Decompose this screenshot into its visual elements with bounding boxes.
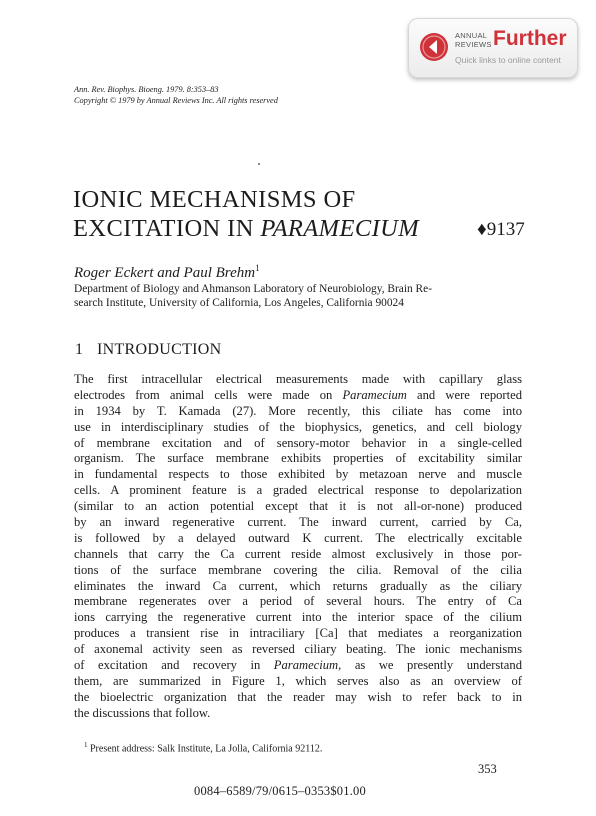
footnote-mark: 1 [84, 741, 88, 749]
body-line: cells. A prominent feature is a graded electrical response to depolarization [74, 483, 522, 498]
body-line: (similar to an action potential except that it is not all-or-none) produced [74, 499, 522, 514]
section-heading [75, 341, 221, 359]
body-line: of axonemal activity seen as reversed ciliary beating. The ionic mechanisms [74, 642, 522, 657]
body-line: in 1934 by T. Kamada (27). More recently, this ciliate has come into [74, 403, 522, 418]
body-line: them, are summarized in Figure 1, which serves also as an overview of [74, 673, 522, 688]
further-arrow-icon [419, 32, 449, 62]
body-line: membrane regenerates over a period of several hours. The entry of Ca [74, 594, 522, 609]
copyright-line: Copyright © 1979 by Annual Reviews Inc. All rights reserved [74, 96, 278, 105]
body-line: in fundamental respects to those exhibited by metazoan nerve and muscle [74, 467, 522, 482]
body-line: is followed by a delayed outward K current. The electrically excitable [74, 530, 522, 545]
body-line: the bioelectric organization that the reader may wish to refer back to in [74, 689, 522, 704]
widget-reviews-label: REVIEWS [455, 40, 492, 49]
body-line: electrodes from animal cells were made on Paramecium and were reported [74, 387, 522, 402]
widget-annual-label: ANNUAL [455, 31, 488, 40]
price-code: 0084–6589/79/0615–0353$01.00 [194, 784, 366, 798]
scan-speck [258, 163, 260, 165]
body-paragraph [74, 372, 522, 722]
body-line: the discussions that follow. [74, 705, 211, 720]
title-prefix: EXCITATION IN [73, 215, 261, 242]
annual-reviews-further-widget[interactable] [408, 18, 578, 78]
body-line: of excitation and recovery in Paramecium, as we presently understand [74, 658, 522, 673]
body-line: produces a transient rise in intraciliary [Ca] that mediates a reorganization [74, 626, 522, 641]
footnote-text: Present address: Salk Institute, La Jolla, California 92112. [90, 743, 323, 755]
body-line: organism. The surface membrane exhibits properties of excitability similar [74, 451, 522, 466]
body-line: use in interdisciplinary studies of the biophysics, genetics, and cell biology [74, 419, 522, 434]
article-title-line-1: IONIC MECHANISMS OF [73, 186, 356, 213]
section-number: 1 [75, 341, 84, 358]
affiliation-line-2: search Institute, University of California, Los Angeles, California 90024 [74, 297, 404, 309]
widget-subtitle: Quick links to online content [455, 55, 561, 65]
article-title-line-2 [73, 215, 419, 243]
body-line: The first intracellular electrical measurements made with capillary glass [74, 372, 522, 386]
article-code: ♦9137 [477, 219, 525, 240]
body-line: of membrane excitation and of sensory-motor behavior in a single-celled [74, 435, 522, 450]
body-line: eliminates the inward Ca current, which returns gradually as the ciliary [74, 578, 522, 593]
page-number: 353 [478, 762, 497, 776]
authors [74, 263, 260, 282]
widget-further-label: Further [493, 27, 567, 50]
section-title: INTRODUCTION [97, 341, 222, 358]
body-line: by an inward regenerative current. The inward current, carried by Ca, [74, 515, 522, 530]
affiliation-line-1: Department of Biology and Ahmanson Laboratory of Neurobiology, Brain Re- [74, 283, 432, 295]
author-footnote-mark: 1 [255, 263, 260, 273]
footnote [84, 741, 322, 754]
author-names: Roger Eckert and Paul Brehm [74, 265, 256, 281]
journal-citation: Ann. Rev. Biophys. Bioeng. 1979. 8:353–83 [74, 85, 219, 94]
body-line: tions of the surface membrane covering the cilia. Removal of the cilia [74, 562, 522, 577]
body-line: ions carrying the regenerative current into the interior space of the cilium [74, 610, 522, 625]
body-line: channels that carry the Ca current reside almost exclusively in those por- [74, 546, 522, 561]
title-italic-word: PARAMECIUM [260, 215, 420, 242]
